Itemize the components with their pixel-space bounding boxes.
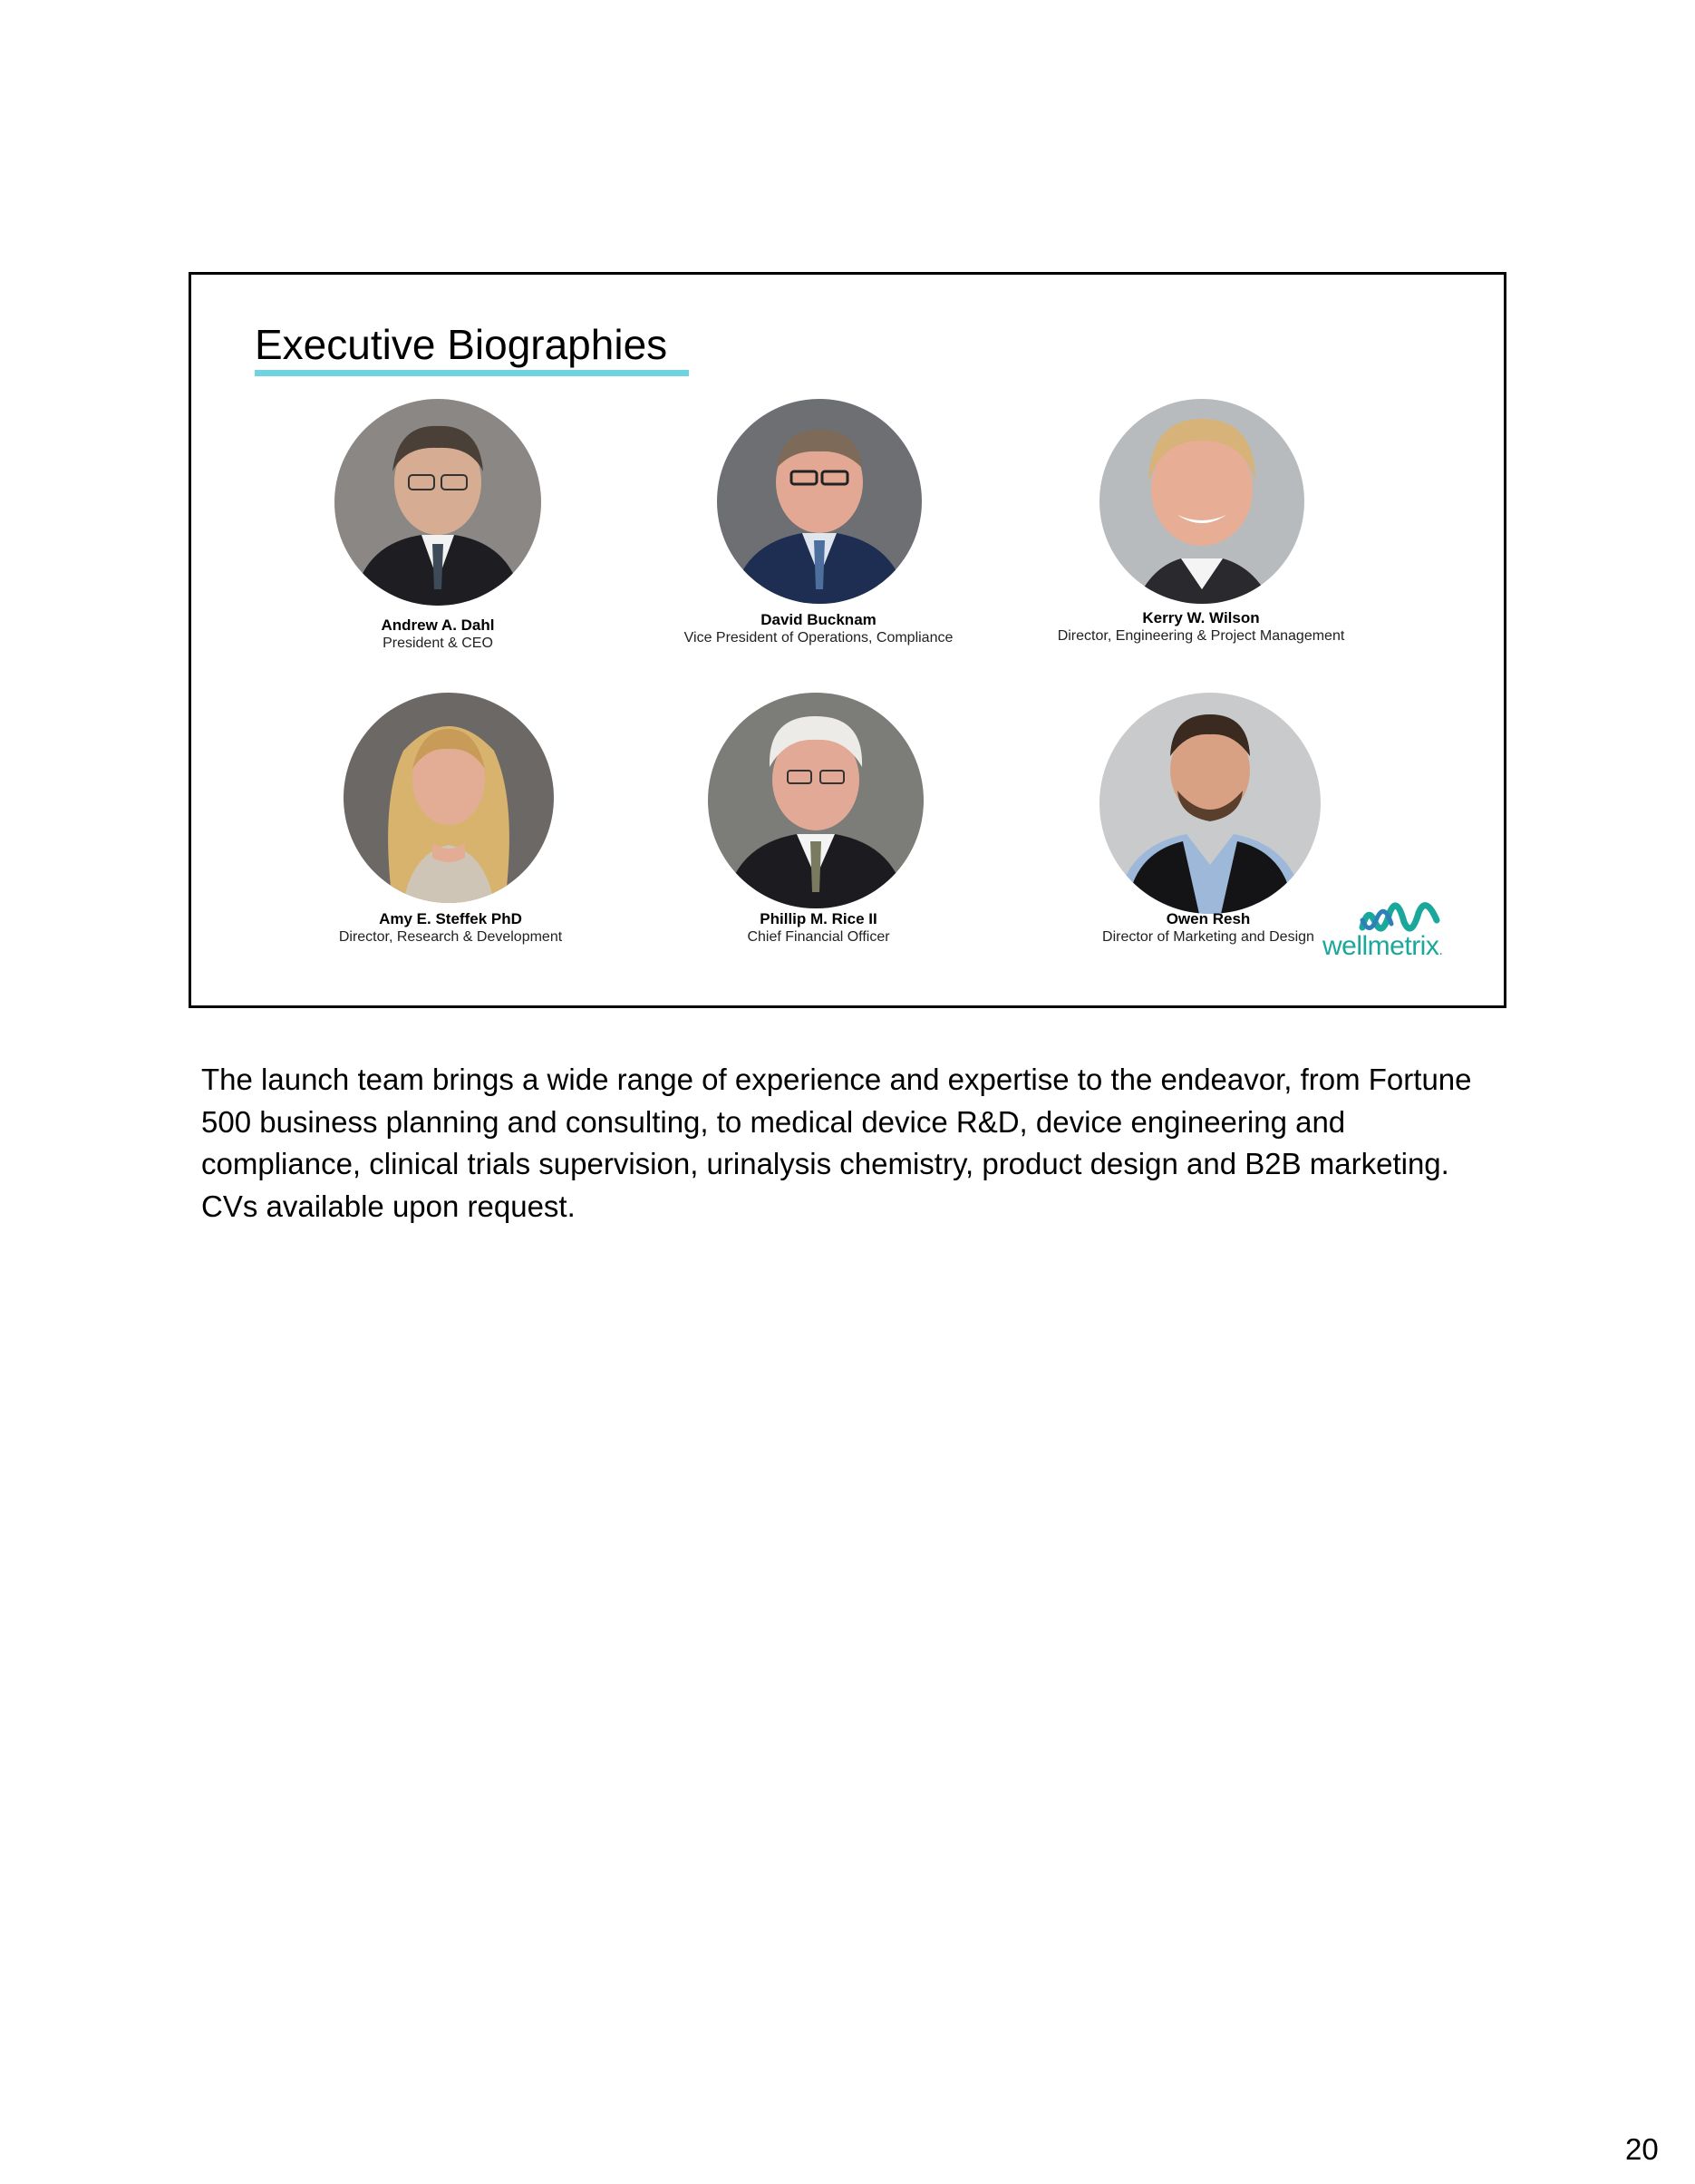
exec-name: Andrew A. Dahl bbox=[381, 616, 495, 634]
exec-role: Vice President of Operations, Compliance bbox=[683, 630, 954, 645]
exec-role: Director, Research & Development bbox=[338, 929, 563, 945]
title-underline bbox=[255, 370, 689, 376]
slide-title: Executive Biographies bbox=[255, 321, 668, 368]
page-number: 20 bbox=[1625, 2132, 1659, 2166]
exec-name: Kerry W. Wilson bbox=[1142, 609, 1260, 626]
exec-name: Phillip M. Rice II bbox=[760, 910, 877, 927]
portrait-photo bbox=[334, 399, 541, 606]
exec-name: Owen Resh bbox=[1166, 910, 1251, 927]
portrait-photo bbox=[1099, 399, 1304, 604]
exec-name: David Bucknam bbox=[760, 611, 877, 628]
wellmetrix-logo bbox=[1322, 900, 1477, 973]
exec-role: Chief Financial Officer bbox=[747, 929, 890, 945]
portrait-photo bbox=[344, 693, 554, 903]
logo-text: wellmetrix. bbox=[1322, 931, 1443, 961]
portrait-photo bbox=[708, 693, 924, 908]
exec-role: Director of Marketing and Design bbox=[1102, 929, 1314, 945]
portrait-photo bbox=[717, 399, 922, 604]
exec-name: Amy E. Steffek PhD bbox=[379, 910, 522, 927]
body-paragraph: The launch team brings a wide range of experience and expertise to the endeavor, from Fortune 500 business planning and consulting, to medical device R&D, device engineering and compliance, clinical trials supervision, urinalysis chemistry, product design and B2B marketing. CVs available upon request. bbox=[201, 1063, 1472, 1223]
exec-role: President & CEO bbox=[383, 636, 493, 651]
portrait-photo bbox=[1099, 693, 1321, 914]
slide-frame bbox=[189, 272, 1506, 1008]
exec-role: Director, Engineering & Project Management bbox=[1057, 628, 1345, 644]
